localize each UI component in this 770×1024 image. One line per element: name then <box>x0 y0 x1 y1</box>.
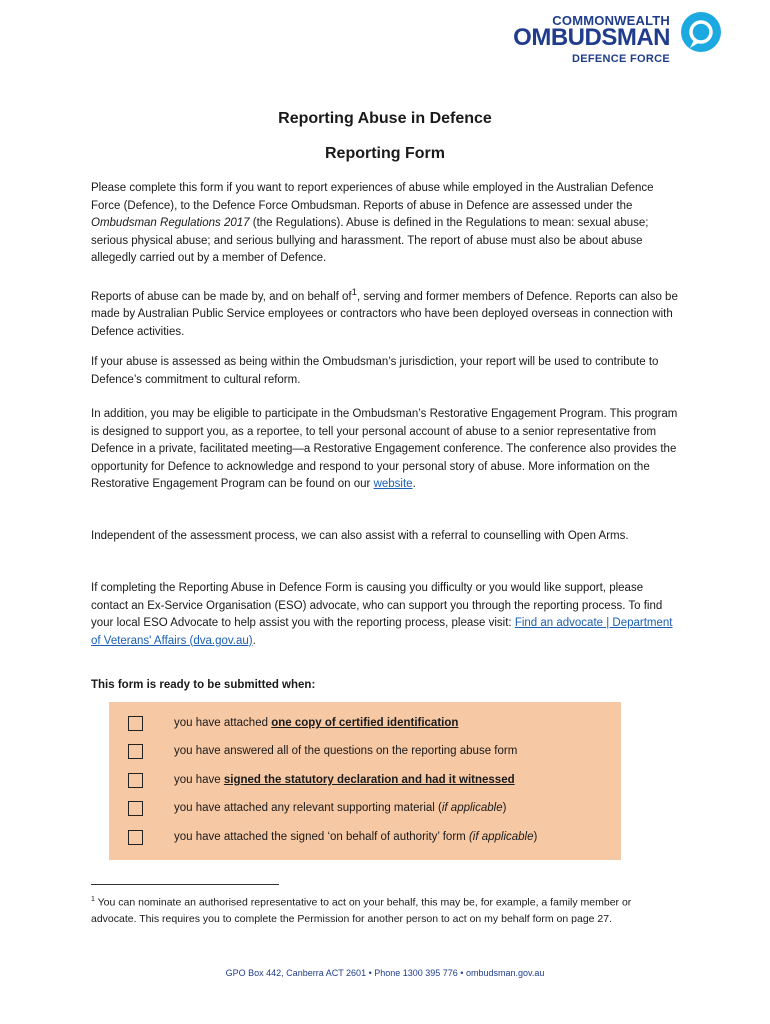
footnote-marker: 1 <box>351 287 357 298</box>
checklist-item[interactable]: you have attached the signed ‘on behalf of authority’ form (if applicable) <box>128 830 608 850</box>
page-subtitle: Reporting Form <box>325 145 445 162</box>
checklist-item[interactable]: you have answered all of the questions on the reporting abuse form <box>128 744 608 764</box>
checkbox[interactable] <box>128 716 143 731</box>
find-advocate-link[interactable]: Find an advocate | Department of Veterans' Affairs (dva.gov.au) <box>91 617 673 647</box>
eligibility-paragraph: Reports of abuse can be made by, and on behalf $of^1$, serving and former members of Defence. Reports can also be made by Australian Public Service employees or contractors who have been deployed overseas in connection with Defence activities. <box>91 287 678 338</box>
page-title: Reporting Abuse in Defence <box>278 110 492 127</box>
logo-line-2: OMBUDSMAN <box>513 24 670 51</box>
submission-checklist <box>109 702 621 860</box>
checklist-item[interactable]: you have attached any relevant supporting material (if applicable) <box>128 801 608 821</box>
footnote: $^1$ You can nominate an authorised representative to act on your behalf, this may be, for example, a family member or advocate. This requires you to complete the Permission for another person to act on my behalf form on page 27. <box>91 896 632 925</box>
checkbox[interactable] <box>128 744 143 759</box>
regulations-name: Ombudsman Regulations 2017 <box>91 217 250 229</box>
page-footer: GPO Box 442, Canberra ACT 2601 • Phone 1300 395 776 • ombudsman.gov.au <box>225 968 545 978</box>
jurisdiction-paragraph: If your abuse is assessed as being within the Ombudsman’s jurisdiction, your report will be used to contribute to Defence’s commitment to cultural reform. <box>91 356 659 386</box>
footnote-divider <box>91 884 279 885</box>
logo-line-3: DEFENCE FORCE <box>571 53 670 65</box>
website-link[interactable]: website <box>373 478 413 490</box>
checkbox[interactable] <box>128 830 143 845</box>
counselling-paragraph: Independent of the assessment process, we can also assist with a referral to counselling with Open Arms. <box>91 530 629 542</box>
checklist-item[interactable]: you have signed the statutory declaration and had it witnessed <box>128 773 608 793</box>
logo-line-1: COMMONWEALTH <box>552 13 670 28</box>
checklist-heading: This form is ready to be submitted when: <box>91 679 316 691</box>
checkbox[interactable] <box>128 801 143 816</box>
support-paragraph: If completing the Reporting Abuse in Defence Form is causing you difficulty or you would like support, please contact an Ex-Service Organisation (ESO) advocate, who can support you through the reporting process. To find your local ESO Advocate to help assist you with the reporting process, please visit: Find an advocate | Department of Veterans' Affairs (dva.gov.au). <box>91 582 673 647</box>
checklist-item[interactable]: you have attached one copy of certified identification <box>128 716 608 736</box>
restorative-paragraph: In addition, you may be eligible to participate in the Ombudsman’s Restorative Engagement Program. This program is designed to support you, as a reportee, to tell your personal account of abuse to a senior representative from Defence in a private, facilitated meeting—a Restorative Engagement conference. The conference also provides the opportunity for Defence to acknowledge and respond to your personal story of abuse. More information on the Restorative Engagement Program can be found on our website. <box>91 408 678 490</box>
ombudsman-logo <box>506 10 726 68</box>
speech-bubble-icon <box>676 10 726 56</box>
checkbox[interactable] <box>128 773 143 788</box>
intro-paragraph: Please complete this form if you want to report experiences of abuse while employed in the Australian Defence Force (Defence), to the Defence Force Ombudsman. Reports of abuse in Defence are assessed under the Ombudsman Regulations 2017 (the Regulations). Abuse is defined in the Regulations to mean: sexual abuse; serious physical abuse; and serious bullying and harassment. The report of abuse must also be about abuse allegedly carried out by a member of Defence. <box>91 182 654 264</box>
